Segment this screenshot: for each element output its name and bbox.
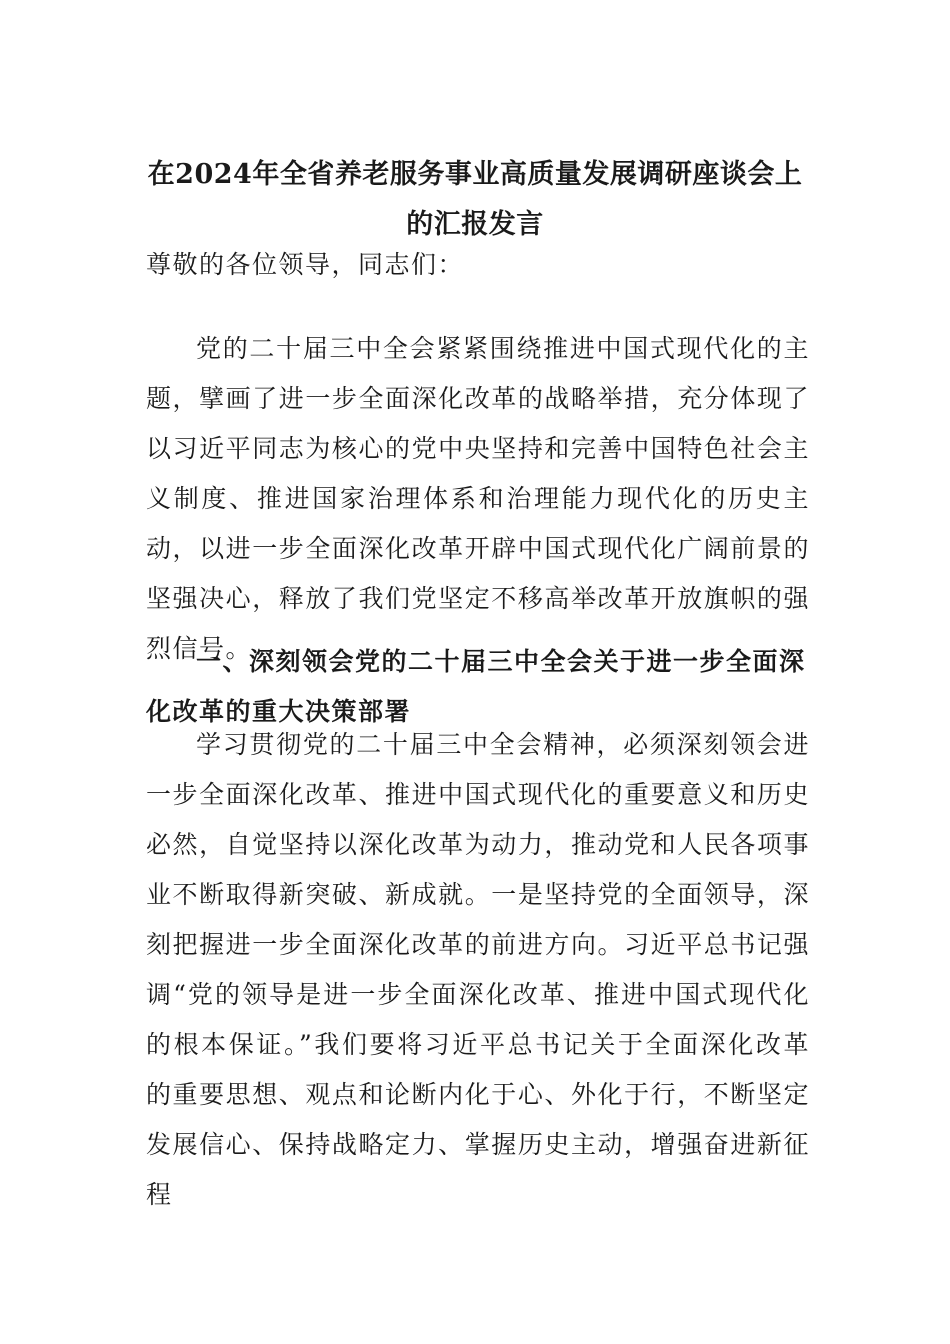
section-heading-1: 一、深刻领会党的二十届三中全会关于进一步全面深化改革的重大决策部署 (146, 647, 806, 726)
salutation: 尊敬的各位领导，同志们： (146, 250, 465, 279)
document-title: 在2024年全省养老服务事业高质量发展调研座谈会上的汇报发言 (147, 159, 803, 240)
paragraph-1: 党的二十届三中全会紧紧围绕推进中国式现代化的主题，擘画了进一步全面深化改革的战略举措，充分体现了以习近平同志为核心的党中央坚持和完善中国特色社会主义制度、推进国家治理体系和治理能力现代化的历史主动，以进一步全面深化改革开辟中国式现代化广阔前景的坚强决心，释放了我们党坚定不移高举改革开放旗帜的强烈信号。 (146, 334, 810, 663)
paragraph-2: 学习贯彻党的二十届三中全会精神，必须深刻领会进一步全面深化改革、推进中国式现代化的重要意义和历史必然，自觉坚持以深化改革为动力，推动党和人民各项事业不断取得新突破、新成就。一是坚持党的全面领导，深刻把握进一步全面深化改革的前进方向。习近平总书记强调“党的领导是进一步全面深化改革、推进中国式现代化的根本保证。”我们要将习近平总书记关于全面深化改革的重要思想、观点和论断内化于心、外化于行，不断坚定发展信心、保持战略定力、掌握历史主动，增强奋进新征程 (146, 730, 810, 1209)
